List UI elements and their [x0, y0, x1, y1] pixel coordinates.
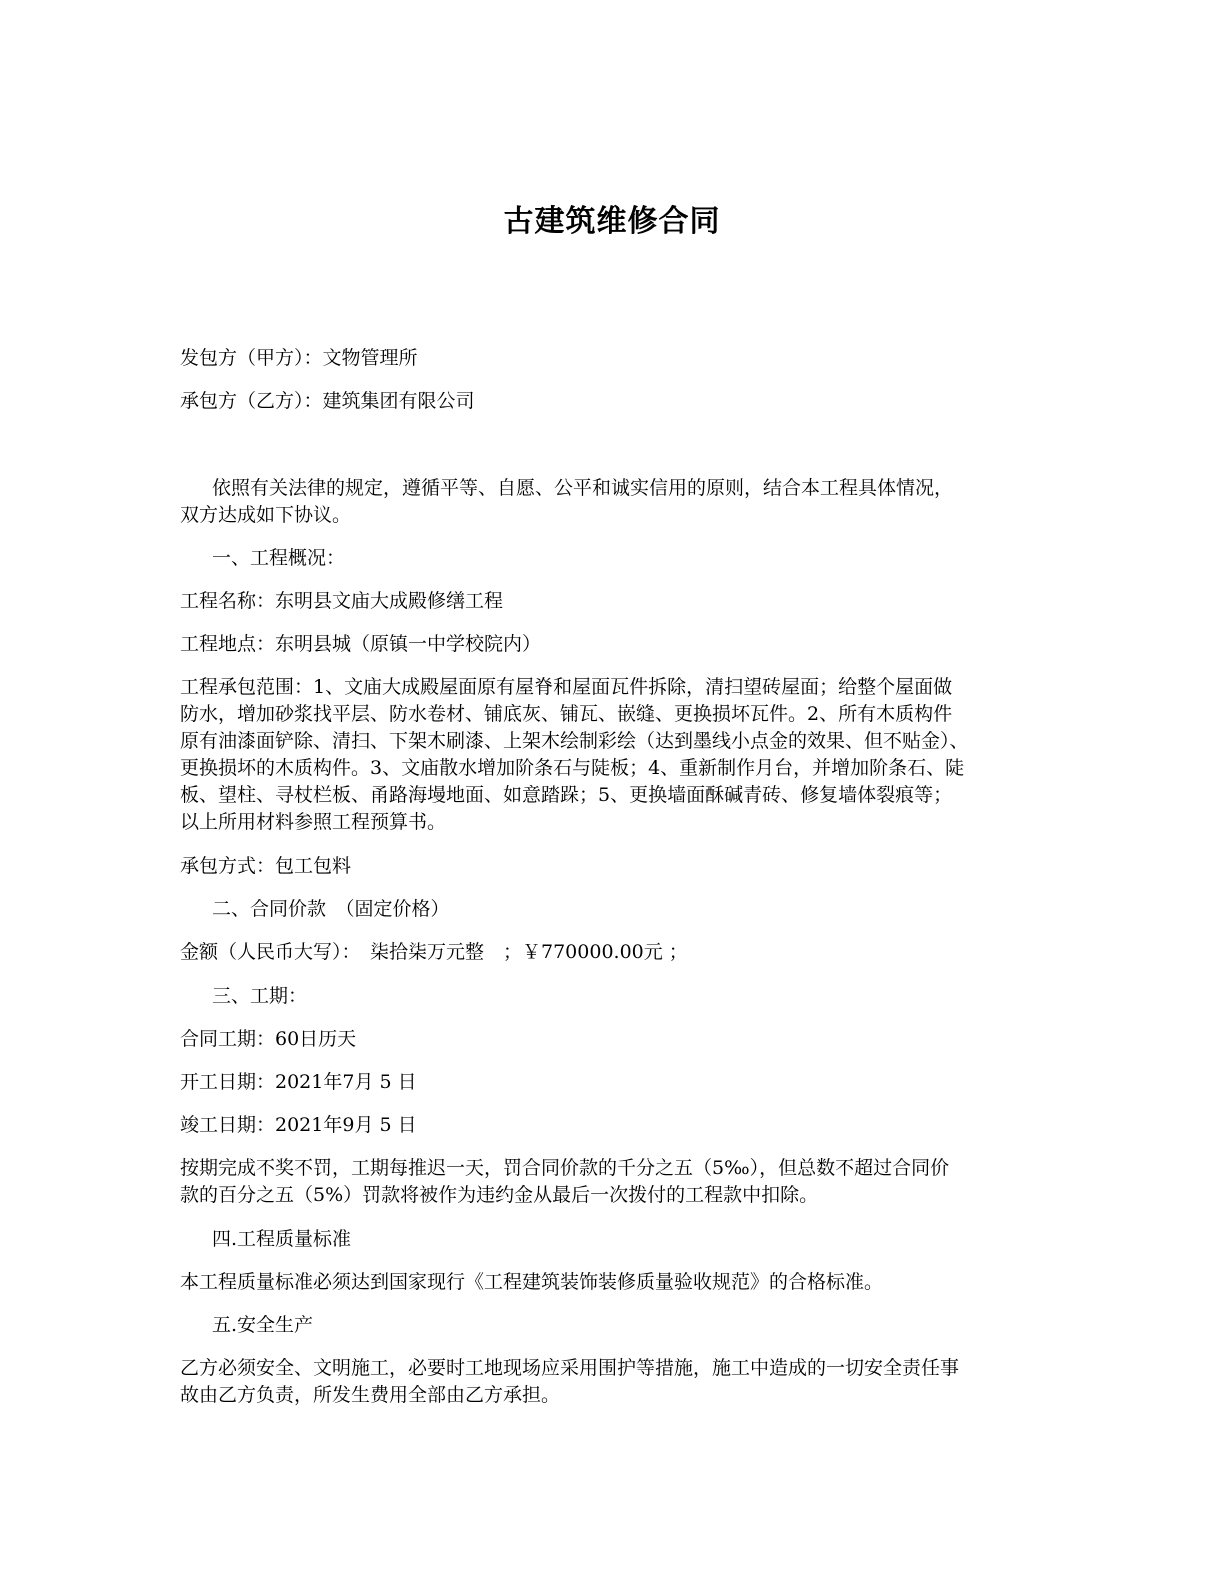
party-b-line: 承包方（乙方）：建筑集团有限公司	[180, 390, 475, 412]
safety-line-1: 乙方必须安全、文明施工，必要时工地现场应采用围护等措施，施工中造成的一切安全责任事	[180, 1357, 960, 1379]
section-1-heading: 一、工程概况：	[212, 547, 346, 569]
scope-line-5: 板、望柱、寻杖栏板、甬路海墁地面、如意踏跺；5、更换墙面酥碱青砖、修复墙体裂痕等；	[180, 784, 953, 806]
contract-amount: 金额（人民币大写）： 柒拾柒万元整 ；￥770000.00元 ；	[180, 941, 688, 963]
project-location: 工程地点：东明县城（原镇一中学校院内）	[180, 633, 542, 655]
scope-line-6: 以上所用材料参照工程预算书。	[180, 811, 447, 833]
document-title: 古建筑维修合同	[503, 204, 721, 239]
project-name: 工程名称：东明县文庙大成殿修缮工程	[180, 590, 504, 612]
scope-line-1: 工程承包范围：1、文庙大成殿屋面原有屋脊和屋面瓦件拆除，清扫望砖屋面；给整个屋面做	[180, 676, 953, 698]
scope-line-3: 原有油漆面铲除、清扫、下架木刷漆、上架木绘制彩绘（达到墨线小点金的效果、但不贴金）、	[180, 730, 969, 752]
contract-method: 承包方式：包工包料	[180, 855, 352, 877]
scope-line-4: 更换损坏的木质构件。3、文庙散水增加阶条石与陡板；4、重新制作月台，并增加阶条石、陡	[180, 757, 965, 779]
preamble-line-2: 双方达成如下协议。	[180, 504, 352, 526]
section-2-heading: 二、合同价款 （固定价格）	[212, 898, 450, 920]
contract-duration: 合同工期：60日历天	[180, 1028, 357, 1050]
party-a-line: 发包方（甲方）：文物管理所	[180, 347, 418, 369]
section-3-heading: 三、工期：	[212, 985, 308, 1007]
start-date: 开工日期：2021年7月 5 日	[180, 1071, 417, 1093]
penalty-line-2: 款的百分之五（5%）罚款将被作为违约金从最后一次拨付的工程款中扣除。	[180, 1184, 819, 1206]
section-4-heading: 四.工程质量标准	[212, 1228, 352, 1250]
safety-line-2: 故由乙方负责，所发生费用全部由乙方承担。	[180, 1384, 561, 1406]
end-date: 竣工日期：2021年9月 5 日	[180, 1114, 417, 1136]
quality-standard: 本工程质量标准必须达到国家现行《工程建筑装饰装修质量验收规范》的合格标准。	[180, 1271, 884, 1293]
scope-line-2: 防水，增加砂浆找平层、防水卷材、铺底灰、铺瓦、嵌缝、更换损坏瓦件。2、所有木质构件	[180, 703, 953, 725]
penalty-line-1: 按期完成不奖不罚，工期每推迟一天，罚合同价款的千分之五（5‰），但总数不超过合同价	[180, 1157, 950, 1179]
section-5-heading: 五.安全生产	[212, 1314, 314, 1336]
preamble-line-1: 依照有关法律的规定，遵循平等、自愿、公平和诚实信用的原则，结合本工程具体情况，	[212, 477, 954, 499]
